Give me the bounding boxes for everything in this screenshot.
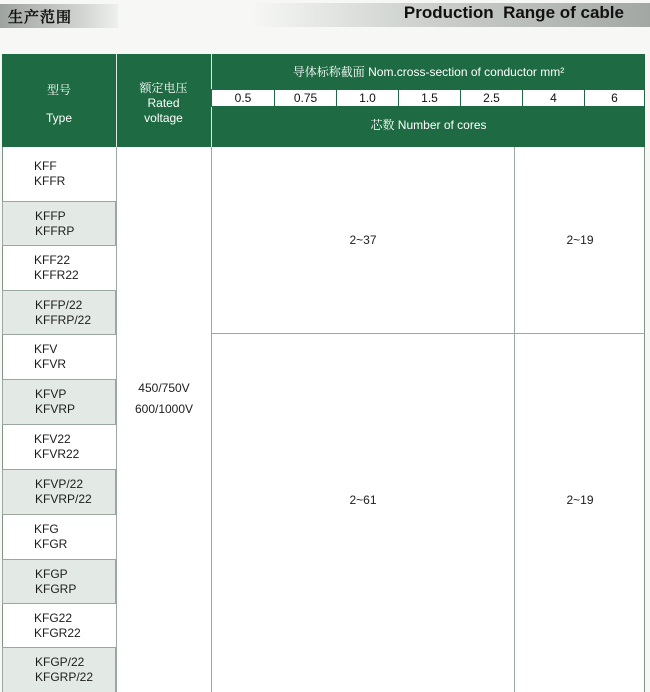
voltage-header-en-1: Rated bbox=[147, 96, 180, 110]
size-cell: 0.5 bbox=[234, 91, 252, 105]
voltage-value: 600/1000V bbox=[134, 402, 194, 416]
cross-section-header: 导体标称截面 Nom.cross-section of conductor mm² bbox=[292, 65, 565, 79]
type-code: KFVP/22 bbox=[35, 477, 84, 491]
type-cell bbox=[2, 515, 116, 560]
title-chinese: 生产范围 bbox=[8, 8, 73, 26]
type-code: KFFRP/22 bbox=[35, 312, 92, 327]
size-cell: 4 bbox=[522, 90, 584, 106]
type-cell bbox=[2, 425, 116, 470]
type-code: KFV22 bbox=[34, 432, 71, 446]
type-cell bbox=[2, 291, 116, 335]
size-row bbox=[211, 89, 645, 107]
type-cell bbox=[2, 335, 116, 380]
size-cell: 1.5 bbox=[398, 90, 460, 106]
type-code: KFVRP/22 bbox=[35, 492, 92, 506]
type-code: KFV bbox=[34, 342, 58, 356]
type-code: KFFR22 bbox=[34, 268, 79, 282]
grid-line bbox=[212, 333, 645, 334]
grid-line bbox=[514, 147, 515, 692]
voltage-header-cn: 额定电压 bbox=[139, 81, 188, 95]
type-code: KFVR bbox=[34, 357, 67, 371]
cores-value: 2~19 bbox=[566, 233, 594, 247]
type-cell bbox=[2, 202, 116, 246]
type-cell bbox=[2, 648, 116, 692]
voltage-header-en-2: voltage bbox=[144, 111, 183, 125]
type-cell bbox=[2, 560, 116, 604]
cores-value: 2~37 bbox=[349, 233, 377, 247]
type-code: KFGR22 bbox=[34, 625, 81, 640]
voltage-value: 450/750V bbox=[138, 381, 190, 395]
type-code: KFGRP/22 bbox=[35, 670, 94, 684]
type-code: KFFP/22 bbox=[35, 297, 83, 312]
type-code: KFG bbox=[34, 522, 59, 536]
size-cell: 2.5 bbox=[460, 90, 522, 106]
type-cell bbox=[2, 380, 116, 425]
grid-line bbox=[211, 147, 212, 692]
type-code: KFVR22 bbox=[34, 447, 80, 461]
size-cell: 0.75 bbox=[274, 90, 336, 106]
type-code: KFG22 bbox=[34, 610, 73, 625]
type-code: KFGRP bbox=[35, 581, 77, 596]
type-code: KFVP bbox=[35, 387, 67, 401]
type-code: KFFP bbox=[35, 208, 66, 223]
type-code: KFGR bbox=[34, 537, 68, 551]
type-code: KFF22 bbox=[34, 253, 71, 267]
type-cell bbox=[2, 147, 116, 202]
type-code: KFFRP bbox=[35, 223, 75, 238]
size-cell: 1.0 bbox=[336, 90, 398, 106]
cores-value: 2~19 bbox=[566, 493, 594, 507]
size-cell: 6 bbox=[584, 90, 644, 106]
type-code: KFF bbox=[34, 159, 57, 173]
title-english: Production Range of cable bbox=[403, 3, 624, 22]
grid-line bbox=[116, 147, 117, 692]
cores-header: 芯数 Number of cores bbox=[370, 118, 487, 132]
type-header-cn: 型号 bbox=[46, 83, 71, 97]
type-code: KFFR bbox=[34, 174, 66, 188]
type-cell bbox=[2, 246, 116, 291]
type-cell bbox=[2, 604, 116, 648]
cores-value: 2~61 bbox=[349, 493, 377, 507]
type-header-en: Type bbox=[45, 111, 72, 125]
type-code: KFVRP bbox=[35, 402, 76, 416]
type-cell bbox=[2, 470, 116, 515]
type-code: KFGP/22 bbox=[35, 655, 85, 669]
type-code: KFGP bbox=[35, 566, 68, 581]
